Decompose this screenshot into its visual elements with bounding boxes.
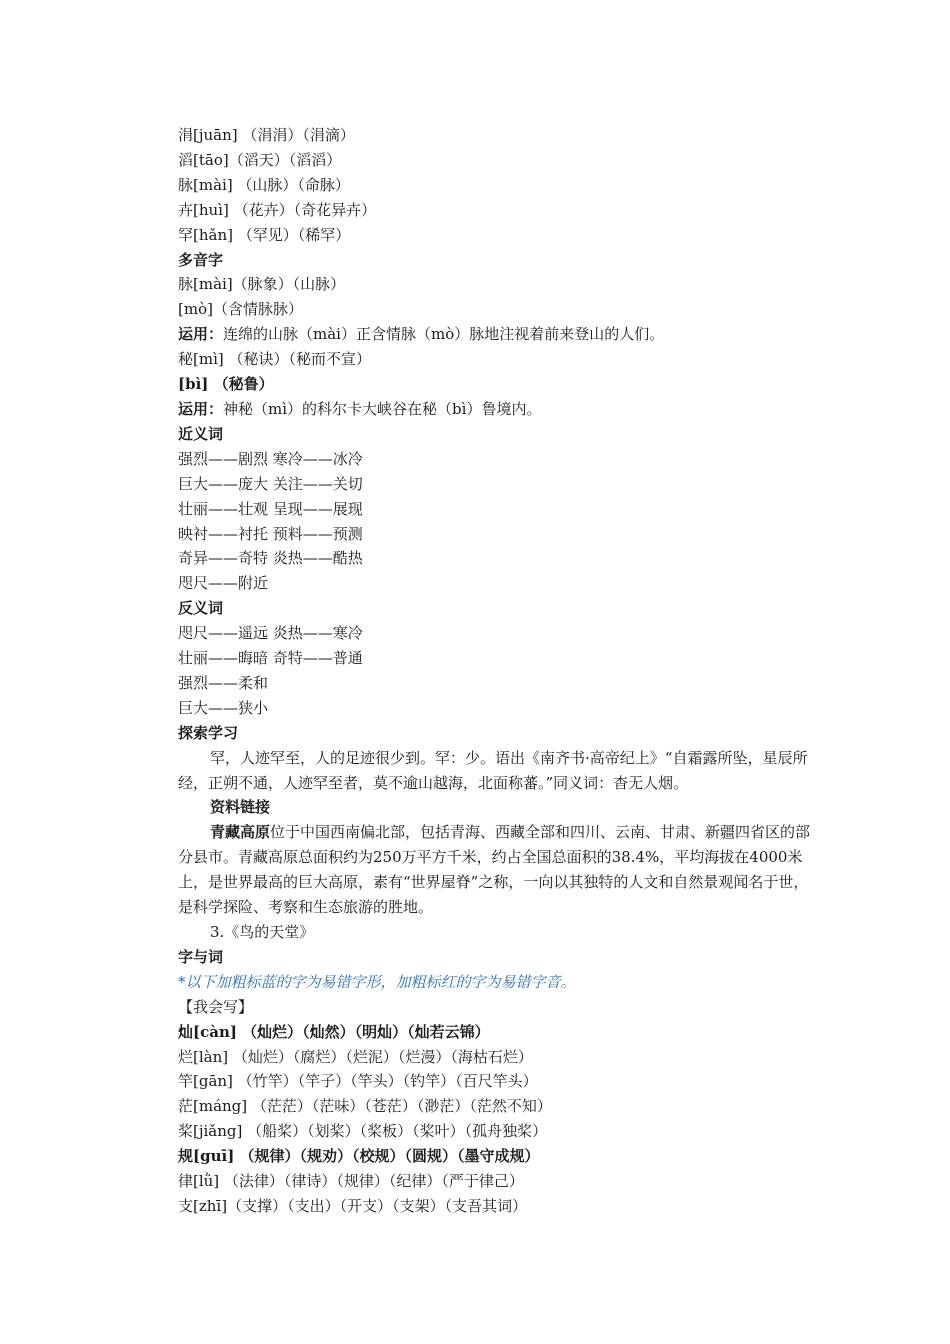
usage-text: 神秘（mì）的科尔卡大峡谷在秘（bì）鲁境内。 [223, 399, 542, 418]
synonyms-heading: 近义词 [178, 424, 224, 443]
polyphone-heading: 多音字 [178, 250, 224, 269]
usage-label: 运用： [178, 325, 224, 344]
char-entry-tao: 滔[tāo]（滔天）（滔滔） [178, 150, 342, 169]
write-heading: 【我会写】 [178, 997, 254, 1016]
polyphone-bi: [bì] （秘鲁） [178, 375, 274, 394]
char-entry-han: 罕[hǎn] （罕见）（稀罕） [178, 225, 351, 244]
write-row-lv: 律[lǜ] （法律）（律诗）（规律）（纪律）（严于律己） [178, 1172, 524, 1191]
char-entry-hui: 卉[huì] （花卉）（奇花异卉） [178, 200, 377, 219]
antonym-row: 巨大——狭小 [178, 698, 269, 717]
polyphone-mo: [mò]（含情脉脉） [178, 300, 303, 319]
explore-text: 罕，人迹罕至，人的足迹很少到。罕：少。语出《南齐书·高帝纪上》“自霜露所坠，星辰所经，正朔不通，人迹罕至者，莫不逾山越海，北面称蕃。”同义词：杳无人烟。 [178, 748, 808, 792]
explore-heading: 探索学习 [178, 723, 239, 742]
antonyms-heading: 反义词 [178, 599, 224, 618]
resource-paragraph [178, 820, 818, 920]
lesson-note: *以下加粗标蓝的字为易错字形，加粗标红的字为易错字音。 [178, 972, 576, 991]
resource-text: 位于中国西南偏北部，包括青海、西藏全部和四川、云南、甘肃、新疆四省区的部分县市。青藏高原总面积约为250万平方千米，约占全国总面积的38.4%，平均海拔在4000米上，是世界最高的巨大高原，素有“世界屋脊”之称，一向以其独特的人文和自然景观闻名于世，是科学探险、考察和生态旅游的胜地。 [178, 823, 811, 917]
polyphone-usage-1 [178, 322, 818, 347]
write-row-can: 灿[càn] （灿烂）（灿然）（明灿）（灿若云锦） [178, 1022, 490, 1041]
char-entry-mai: 脉[mài] （山脉）（命脉） [178, 175, 350, 194]
lesson-title [178, 920, 818, 945]
char-entry-juan: 涓[juān] （涓涓）（涓滴） [178, 126, 355, 144]
lesson-title-text: 3.《鸟的天堂》 [210, 923, 315, 941]
synonym-row: 奇异——奇特 炎热——酷热 [178, 549, 363, 568]
usage-text: 连绵的山脉（mài）正含情脉（mò）脉地注视着前来登山的人们。 [223, 325, 665, 344]
write-row-zhi: 支[zhī]（支撑）（支出）（开支）（支架）（支吾其词） [178, 1196, 528, 1215]
antonym-row: 壮丽——晦暗 奇特——普通 [178, 649, 363, 668]
synonym-row: 壮丽——壮观 呈现——展现 [178, 499, 363, 518]
write-row-lan: 烂[làn] （灿烂）（腐烂）（烂泥）（烂漫）（海枯石烂） [178, 1047, 533, 1066]
explore-paragraph [178, 746, 818, 796]
synonym-row: 咫尺——附近 [178, 574, 269, 593]
document-page [178, 123, 818, 1219]
usage-label: 运用： [178, 399, 224, 418]
polyphone-usage-2 [178, 397, 818, 422]
resource-heading-text: 资料链接 [210, 798, 271, 817]
synonym-row: 巨大——庞大 关注——关切 [178, 474, 363, 493]
resource-lead: 青藏高原 [210, 823, 271, 842]
write-row-jiang: 桨[jiǎng] （船桨）（划桨）（桨板）（桨叶）（孤舟独桨） [178, 1122, 548, 1141]
antonym-row: 咫尺——遥远 炎热——寒冷 [178, 624, 363, 643]
write-row-gan: 竿[gān] （竹竿）（竿子）（竿头）（钓竿）（百尺竿头） [178, 1072, 538, 1091]
resource-heading [178, 795, 818, 820]
synonym-row: 强烈——剧烈 寒冷——冰冷 [178, 449, 363, 468]
synonym-row: 映衬——衬托 预料——预测 [178, 524, 363, 543]
polyphone-mi: 秘[mì] （秘诀）（秘而不宣） [178, 350, 371, 369]
polyphone-mai: 脉[mài]（脉象）（山脉） [178, 275, 346, 294]
antonym-row: 强烈——柔和 [178, 673, 269, 692]
write-row-gui: 规[guī] （规律）（规劝）（校规）（圆规）（墨守成规） [178, 1147, 540, 1166]
lesson-heading: 字与词 [178, 947, 224, 966]
write-row-mang: 茫[máng] （茫茫）（茫味）（苍茫）（渺茫）（茫然不知） [178, 1097, 552, 1116]
